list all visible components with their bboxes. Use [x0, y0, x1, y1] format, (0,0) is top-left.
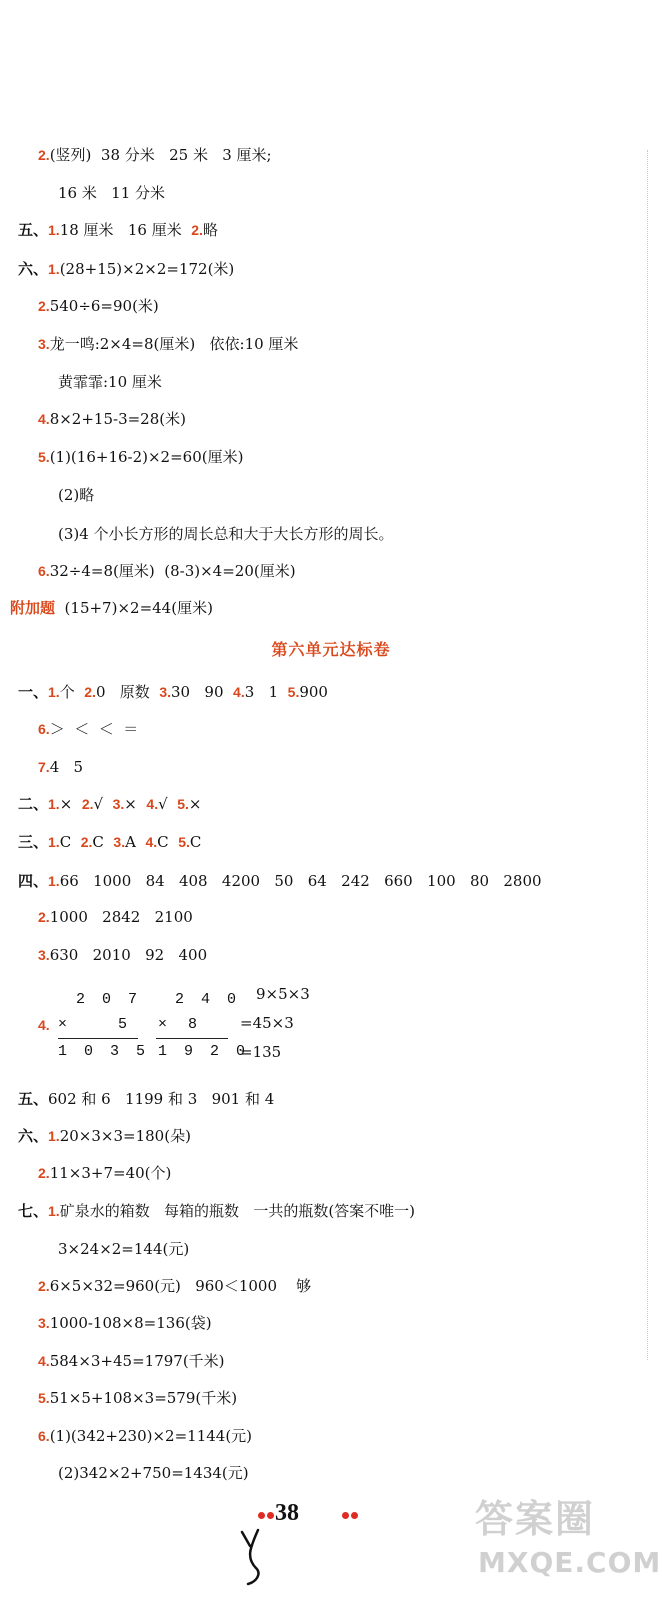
answer-line [38, 1163, 171, 1183]
item-number: 5. [178, 834, 190, 850]
answer-text: 1000 2842 2100 [49, 908, 193, 926]
answer-line [18, 682, 328, 702]
answer-text: (28+15)×2×2=172(米) [59, 260, 235, 278]
item-number: 2. [84, 684, 96, 700]
answer-line [38, 409, 186, 429]
item-number: 2. [38, 909, 50, 925]
answer-text: 个 [59, 683, 85, 701]
item-number: 6. [38, 1428, 50, 1444]
answer-line [38, 1351, 225, 1371]
pen-scribble-mark [236, 1528, 276, 1588]
answer-text: 66 1000 84 408 4200 50 64 242 660 100 80 2800 [59, 872, 542, 890]
item-number: 1. [48, 873, 60, 889]
section-number: 五、 [18, 221, 49, 239]
answer-text: × [59, 795, 82, 813]
watermark-url: MXQE.COM [478, 1546, 662, 1579]
section-number: 六、 [18, 1127, 49, 1145]
answer-text: 1000-108×8=136(袋) [49, 1314, 212, 1332]
item-number: 4. [38, 411, 50, 427]
answer-text: 18 厘米 16 厘米 [59, 221, 192, 239]
answer-line [18, 1201, 415, 1221]
answer-text: 20×3×3=180(朵) [59, 1127, 191, 1145]
answer-line [18, 1126, 191, 1146]
item-number: 2. [38, 298, 50, 314]
item-number: 4. [38, 1353, 50, 1369]
answer-line [38, 945, 207, 965]
item-number: 3. [159, 684, 172, 700]
item-number: 5. [287, 684, 300, 700]
answer-line [58, 183, 165, 203]
answer-line [38, 757, 83, 777]
item-number: 2. [191, 222, 203, 238]
answer-text: (15+7)×2=44(厘米) [55, 599, 213, 617]
item-number: 5. [38, 1390, 50, 1406]
answer-text: (2)342×2+750=1434(元) [58, 1464, 249, 1482]
item-number: 3. [38, 947, 50, 963]
section-number: 二、 [18, 795, 49, 813]
answer-text: (1)(342+230)×2=1144(元) [49, 1427, 253, 1445]
page-dot-right-2 [351, 1512, 358, 1519]
calc2-rule [156, 1038, 228, 1039]
answer-text: C [59, 833, 81, 851]
answer-text: 3×24×2=144(元) [58, 1240, 190, 1258]
item-number: 3. [38, 1315, 50, 1331]
answer-text: √ [158, 795, 178, 813]
answer-line [18, 1089, 274, 1109]
section-number: 六、 [18, 260, 49, 278]
answer-text: × [188, 795, 202, 813]
section-number: 五、 [18, 1090, 49, 1108]
answer-text: 矿泉水的箱数 每箱的瓶数 一共的瓶数(答案不唯一) [59, 1202, 416, 1220]
answer-text: C [157, 833, 179, 851]
answer-text: C [92, 833, 114, 851]
calc2-top: 2 4 0 [175, 991, 241, 1008]
answer-line [38, 561, 296, 581]
item-number: 1. [48, 1128, 60, 1144]
answer-text: 540÷6=90(米) [49, 297, 159, 315]
calc3-line2: =45×3 [240, 1014, 294, 1032]
answer-text: (竖列) 38 分米 25 米 3 厘米; [49, 146, 272, 164]
item-number: 2. [81, 796, 94, 812]
calc1-top: 2 0 7 [76, 991, 142, 1008]
item-number: 4. [233, 684, 245, 700]
answer-text: 略 [202, 221, 218, 239]
answer-text: 602 和 6 1199 和 3 901 和 4 [48, 1090, 275, 1108]
answer-line [18, 220, 218, 240]
item-number: 7. [38, 759, 50, 775]
answer-text: C [189, 833, 202, 851]
section-label: 附加题 [10, 599, 56, 617]
answer-line [38, 1276, 311, 1296]
item-number: 3. [38, 336, 50, 352]
answer-line [58, 372, 162, 392]
section-number: 七、 [18, 1202, 49, 1220]
answer-text: 584×3+45=1797(千米) [49, 1352, 225, 1370]
item-number: 1. [48, 1203, 60, 1219]
answer-line [10, 598, 213, 618]
answer-text: (1)(16+16-2)×2=60(厘米) [49, 448, 244, 466]
answer-text: (2)略 [58, 486, 95, 504]
answer-line [38, 334, 298, 354]
page-number: 38 [275, 1500, 299, 1526]
page-dot-right-1 [342, 1512, 349, 1519]
item-number: 1. [48, 796, 60, 812]
answer-text: 32÷4=8(厘米) (8-3)×4=20(厘米) [49, 562, 296, 580]
answer-text: ＞ ＜ ＜ ＝ [49, 720, 139, 738]
item-number: 4. [38, 1017, 50, 1033]
item-number: 6. [38, 563, 50, 579]
answer-line [38, 1313, 212, 1333]
answer-text: 3 1 [244, 683, 288, 701]
answer-text: 16 米 11 分米 [58, 184, 166, 202]
answer-text: 龙一鸣:2×4=8(厘米) 依依:10 厘米 [49, 335, 299, 353]
answer-line [38, 1388, 237, 1408]
answer-text: 4 5 [49, 758, 84, 776]
item-number: 3. [113, 834, 126, 850]
answer-text: 6×5×32=960(元) 960＜1000 够 [49, 1277, 312, 1295]
answer-line [38, 296, 159, 316]
answer-line [38, 145, 272, 165]
answer-text: (3)4 个小长方形的周长总和大于大长方形的周长。 [58, 525, 394, 543]
item-number: 1. [48, 261, 60, 277]
calc2-result: 1 9 2 0 [158, 1043, 250, 1060]
item-number: 2. [38, 147, 50, 163]
item-number: 4. [145, 834, 158, 850]
calc1-result: 1 0 3 5 [58, 1043, 150, 1060]
calc1-rule [58, 1038, 138, 1039]
item-number: 4. [146, 796, 159, 812]
answer-text: √ [93, 795, 113, 813]
item-number: 2. [38, 1165, 50, 1181]
answer-line [18, 259, 234, 279]
calc1-multiplier: × 5 [58, 1016, 129, 1033]
page-dot-left-2 [267, 1512, 274, 1519]
item-number: 1. [48, 684, 60, 700]
item-number: 2. [38, 1278, 50, 1294]
calc3-line3: =135 [240, 1043, 282, 1061]
answer-line [58, 1463, 249, 1483]
answer-line [38, 907, 193, 927]
answer-text: 0 原数 [95, 683, 160, 701]
answer-line [38, 719, 138, 739]
section-number: 一、 [18, 683, 49, 701]
item-number: 5. [177, 796, 189, 812]
answer-line [58, 524, 394, 544]
answer-line [18, 871, 542, 891]
page-edge-dotted-line [647, 150, 648, 1360]
section-number: 四、 [18, 872, 49, 890]
watermark-logo: 答案圈 [475, 1497, 596, 1541]
section-number: 三、 [18, 833, 49, 851]
answer-text: 900 [299, 683, 328, 701]
calc3-line1: 9×5×3 [256, 985, 310, 1003]
answer-text: 51×5+108×3=579(千米) [49, 1389, 238, 1407]
item-number: 1. [48, 222, 60, 238]
answer-line [38, 1426, 252, 1446]
item-number: 1. [48, 834, 60, 850]
answer-line [18, 832, 201, 852]
answer-text: 30 90 [171, 683, 234, 701]
answer-text: A [125, 833, 146, 851]
item-number: 3. [112, 796, 125, 812]
answer-line [58, 1239, 189, 1259]
calc2-multiplier: × 8 [158, 1016, 199, 1033]
answer-text: × [124, 795, 147, 813]
item-number: 6. [38, 721, 50, 737]
answer-line [38, 447, 243, 467]
answer-text: 630 2010 92 400 [49, 946, 208, 964]
answer-text: 11×3+7=40(个) [49, 1164, 172, 1182]
answer-text: 8×2+15-3=28(米) [49, 410, 186, 428]
item-number: 5. [38, 449, 50, 465]
section-title: 第六单元达标卷 [271, 640, 391, 659]
answer-line [18, 794, 201, 814]
answer-line [58, 485, 94, 505]
page-dot-left-1 [258, 1512, 265, 1519]
item-number: 2. [80, 834, 93, 850]
answer-text: 黄霏霏:10 厘米 [58, 373, 162, 391]
